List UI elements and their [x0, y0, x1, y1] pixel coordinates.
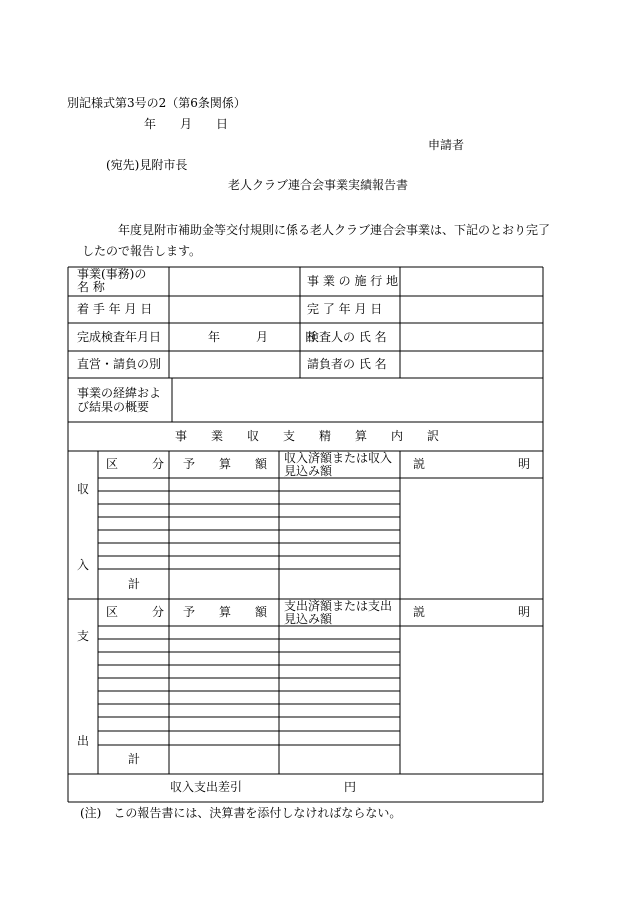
- project-name-label-2: 名 称: [77, 280, 105, 294]
- footnote: (注) この報告書には、決算書を添付しなければならない。: [80, 806, 402, 820]
- income-amount-header: 収入済額または収入: [284, 451, 393, 465]
- direct-contract-label: 直営・請負の別: [77, 357, 162, 371]
- end-date-label: 完 了 年 月 日: [307, 302, 383, 316]
- contractor-name-label: 請負者の 氏 名: [307, 357, 387, 371]
- income-explain-header: 説: [413, 457, 426, 471]
- expense-category-header-2: 分: [152, 605, 165, 619]
- income-side-label-2: 入: [77, 558, 90, 572]
- expense-total-label: 計: [128, 752, 141, 766]
- date-line: 年 月 日: [144, 117, 229, 131]
- expense-explain-header: 説: [413, 605, 426, 619]
- breakdown-title: 事 業 収 支 精 算 内 訳: [175, 429, 440, 443]
- income-side-label: 収: [77, 482, 90, 496]
- expense-amount-header-2: 見込み額: [284, 612, 333, 626]
- expense-budget-header: 予 算 額: [183, 605, 268, 619]
- intro-line-2: したので報告します。: [82, 244, 202, 258]
- form-reference: 別記様式第3号の2（第6条関係）: [67, 96, 246, 110]
- intro-line-1: 年度見附市補助金等交付規則に係る老人クラブ連合会事業は、下記のとおり完了: [118, 223, 551, 237]
- balance-label: 収入支出差引: [170, 780, 243, 794]
- applicant-label: 申請者: [428, 138, 465, 152]
- income-total-label: 計: [128, 577, 141, 591]
- income-category-header: 区: [106, 457, 119, 471]
- expense-side-label: 支: [77, 629, 90, 643]
- inspector-name-label: 検査人の 氏 名: [307, 330, 387, 344]
- summary-label: 事業の経緯およ: [77, 386, 162, 400]
- project-name-label: 事業(事務)の: [77, 267, 147, 281]
- start-date-label: 着 手 年 月 日: [77, 302, 153, 316]
- summary-label-2: び結果の概要: [77, 400, 150, 414]
- balance-unit: 円: [344, 780, 357, 794]
- addressee: (宛先)見附市長: [106, 158, 188, 172]
- income-budget-header: 予 算 額: [183, 457, 268, 471]
- income-amount-header-2: 見込み額: [284, 464, 333, 478]
- inspection-date-value: 年 月 日: [208, 330, 317, 344]
- expense-amount-header: 支出済額または支出: [284, 599, 393, 613]
- site-label: 事 業 の 施 行 地: [307, 274, 399, 288]
- inspection-date-label: 完成検査年月日: [77, 330, 162, 344]
- income-category-header-2: 分: [152, 457, 165, 471]
- page-title: 老人クラブ連合会事業実績報告書: [228, 178, 409, 192]
- income-explain-header-2: 明: [518, 457, 531, 471]
- expense-explain-header-2: 明: [518, 605, 531, 619]
- expense-side-label-2: 出: [77, 734, 90, 748]
- expense-category-header: 区: [106, 605, 119, 619]
